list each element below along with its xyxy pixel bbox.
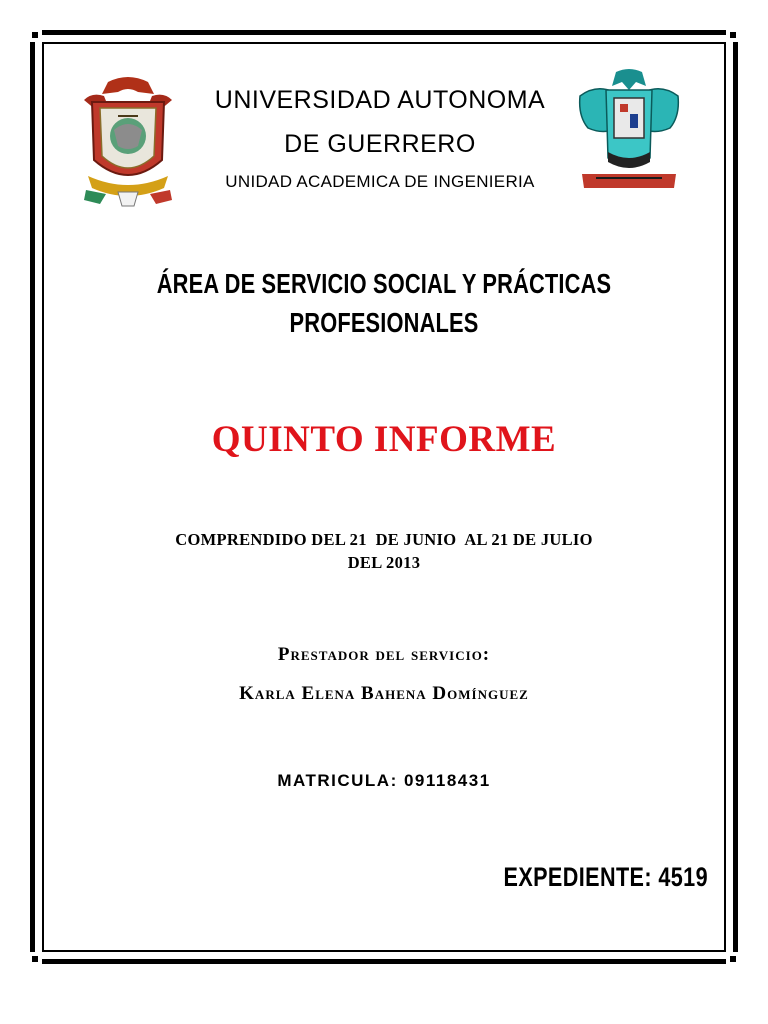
period-line1: COMPRENDIDO DEL 21 DE JUNIO AL 21 DE JULIO [175, 530, 593, 549]
report-title: QUINTO INFORME [211, 419, 557, 460]
engineering-crest-icon [576, 66, 682, 194]
period-line2: DEL 2013 [347, 553, 421, 572]
frame-corner [726, 952, 740, 966]
frame-corner [28, 28, 42, 42]
expediente: EXPEDIENTE: 4519 [503, 862, 708, 892]
matricula: MATRICULA: 09118431 [277, 771, 491, 790]
area-title-line1: ÁREA DE SERVICIO SOCIAL Y PRÁCTICAS [156, 268, 612, 299]
provider-label: Prestador del servicio: [277, 644, 491, 665]
university-name-line1: UNIVERSIDAD AUTONOMA [214, 86, 546, 114]
university-crest-icon [78, 72, 178, 210]
frame-corner [28, 952, 42, 966]
university-name-line2: DE GUERRERO [284, 130, 476, 158]
frame-corner [726, 28, 740, 42]
area-title-line2: PROFESIONALES [289, 307, 479, 338]
provider-name: Karla Elena Bahena Domínguez [239, 683, 529, 704]
academic-unit-name: UNIDAD ACADEMICA DE INGENIERIA [225, 172, 535, 191]
